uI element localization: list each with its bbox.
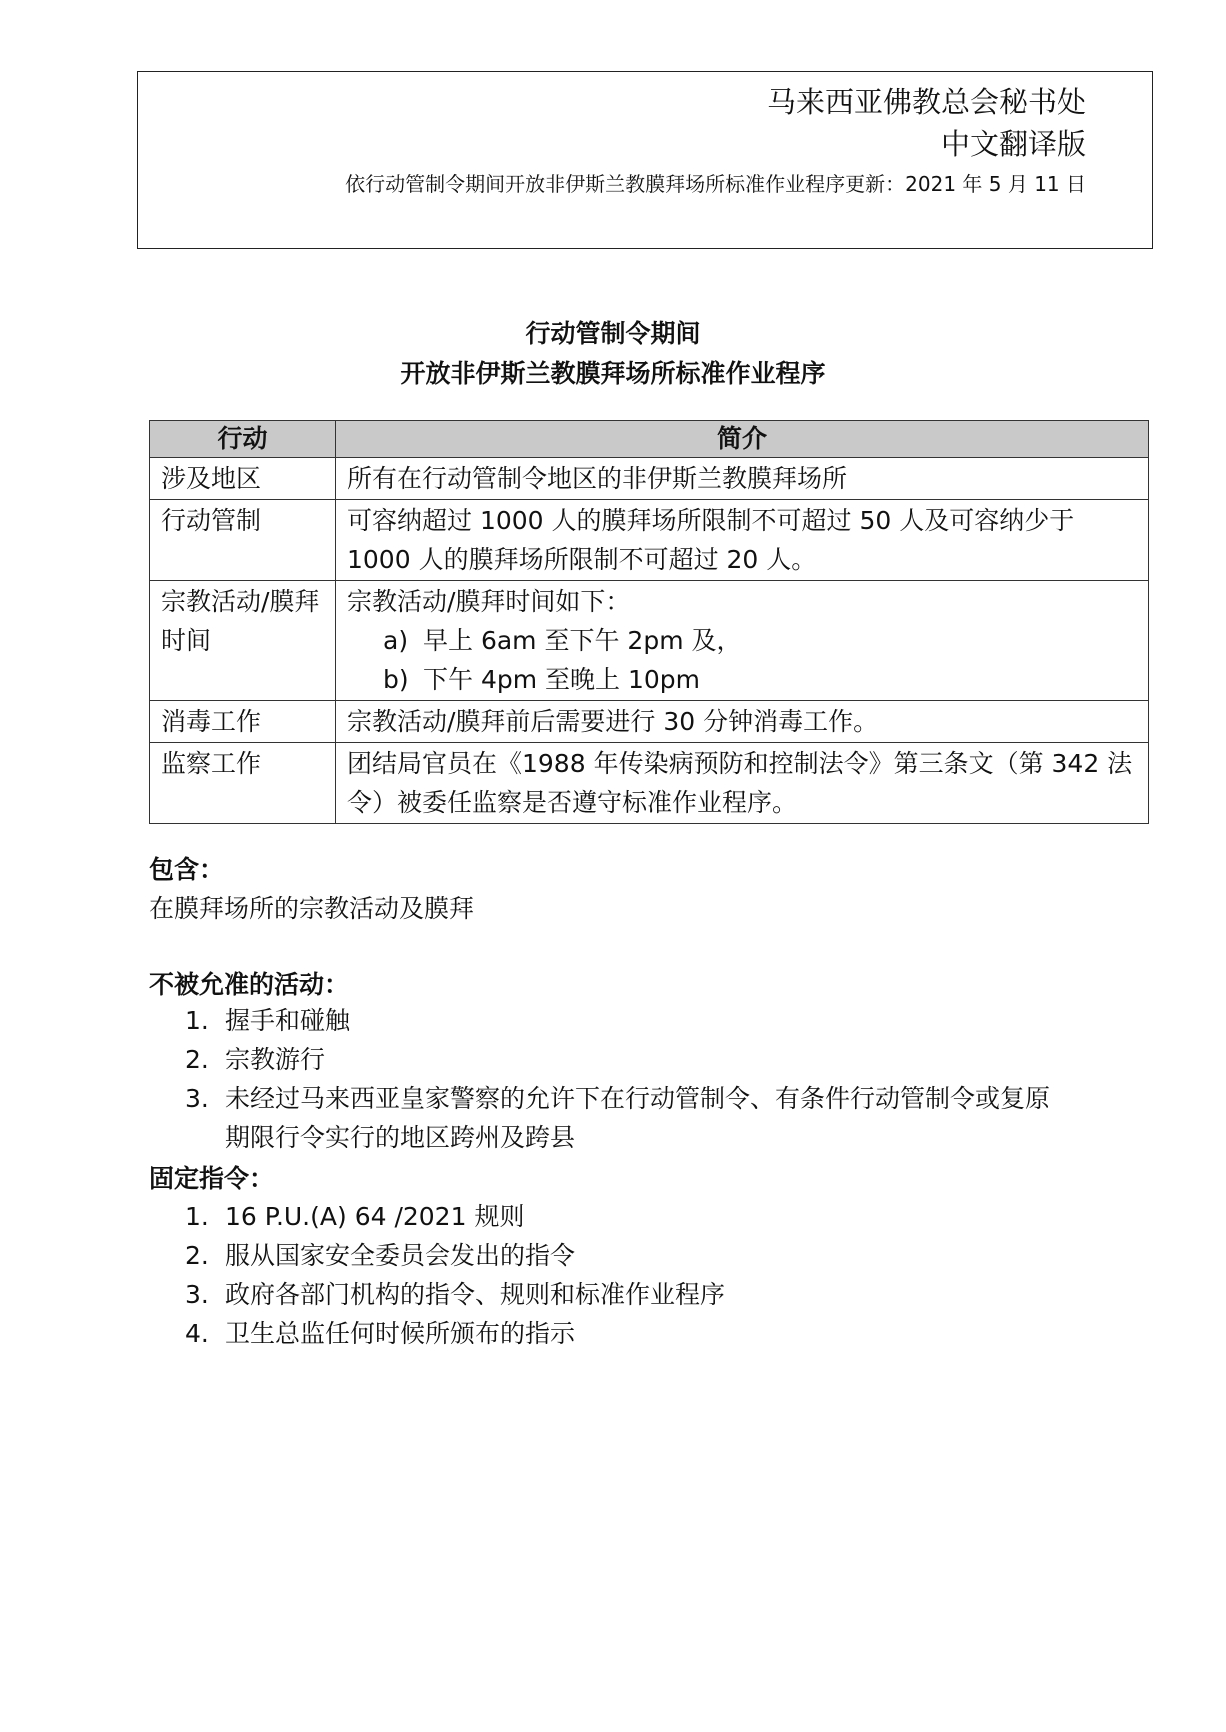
list-number: 1.: [185, 1202, 209, 1231]
list-number: 3.: [185, 1280, 209, 1309]
list-marker: a): [383, 626, 409, 655]
row-text: 宗教活动/膜拜时间如下：: [347, 587, 631, 616]
included-text: 在膜拜场所的宗教活动及膜拜: [149, 894, 475, 923]
list-item-text: 16 P.U.(A) 64 /2021 规则: [225, 1202, 525, 1231]
included-heading: 包含：: [149, 855, 225, 884]
table-header-row: [150, 421, 1149, 458]
list-item-text: 服从国家安全委员会发出的指令: [225, 1241, 576, 1270]
fixed-orders-list: [185, 1197, 1085, 1353]
list-item-text: 未经过马来西亚皇家警察的允许下在行动管制令、有条件行动管制令或复原期限行令实行的地区跨州及跨县: [225, 1084, 1051, 1152]
fixed-orders-heading: 固定指令：: [149, 1164, 275, 1193]
table-row: [150, 581, 1149, 701]
row-label: 行动管制: [150, 500, 336, 581]
table-row: [150, 701, 1149, 743]
not-allowed-heading: 不被允准的活动：: [149, 970, 350, 999]
list-item-text: 握手和碰触: [225, 1006, 351, 1035]
list-number: 4.: [185, 1319, 209, 1348]
row-text: 所有在行动管制令地区的非伊斯兰教膜拜场所: [336, 458, 1149, 500]
translation-label: 中文翻译版: [940, 127, 1086, 161]
list-number: 2.: [185, 1241, 209, 1270]
row-label: 消毒工作: [150, 701, 336, 743]
row-label: 监察工作: [150, 743, 336, 824]
list-item-text: 宗教游行: [225, 1045, 326, 1074]
row-text: 宗教活动/膜拜前后需要进行 30 分钟消毒工作。: [336, 701, 1149, 743]
document-title-line-2: 开放非伊斯兰教膜拜场所标准作业程序: [400, 359, 826, 388]
list-item: [185, 1001, 1085, 1040]
list-item: [185, 1079, 1105, 1157]
schedule-list: [347, 621, 1138, 699]
list-number: 1.: [185, 1006, 209, 1035]
update-date-line: 依行动管制令期间开放非伊斯兰教膜拜场所标准作业程序更新：2021 年 5 月 11 日: [345, 172, 1086, 196]
organization-name: 马来西亚佛教总会秘书处: [766, 85, 1086, 119]
sop-table: [149, 420, 1149, 824]
column-header-description: 简介: [336, 421, 1149, 458]
row-cell: [336, 581, 1149, 701]
row-label: 涉及地区: [150, 458, 336, 500]
list-item-text: 卫生总监任何时候所颁布的指示: [225, 1319, 576, 1348]
row-label: 宗教活动/膜拜时间: [150, 581, 336, 701]
list-item: [347, 621, 1138, 660]
list-item-text: 下午 4pm 至晚上 10pm: [423, 665, 701, 694]
list-item: [185, 1236, 1085, 1275]
list-item: [185, 1040, 1085, 1079]
list-number: 2.: [185, 1045, 209, 1074]
table-row: [150, 743, 1149, 824]
list-item: [185, 1275, 1085, 1314]
table-row: [150, 500, 1149, 581]
not-allowed-list: [185, 1001, 1085, 1157]
row-text: 团结局官员在《1988 年传染病预防和控制法令》第三条文（第 342 法令）被委任监察是否遵守标准作业程序。: [336, 743, 1149, 824]
list-item: [347, 660, 1138, 699]
list-item-text: 早上 6am 至下午 2pm 及，: [423, 626, 742, 655]
list-item-text: 政府各部门机构的指令、规则和标准作业程序: [225, 1280, 726, 1309]
table-row: [150, 458, 1149, 500]
list-item: [185, 1197, 1085, 1236]
header-box: [137, 71, 1153, 249]
list-marker: b): [383, 665, 409, 694]
document-title-line-1: 行动管制令期间: [525, 319, 701, 348]
row-text: 可容纳超过 1000 人的膜拜场所限制不可超过 50 人及可容纳少于 1000 人的膜拜场所限制不可超过 20 人。: [336, 500, 1149, 581]
list-number: 3.: [185, 1084, 209, 1113]
column-header-action: 行动: [150, 421, 336, 458]
list-item: [185, 1314, 1085, 1353]
